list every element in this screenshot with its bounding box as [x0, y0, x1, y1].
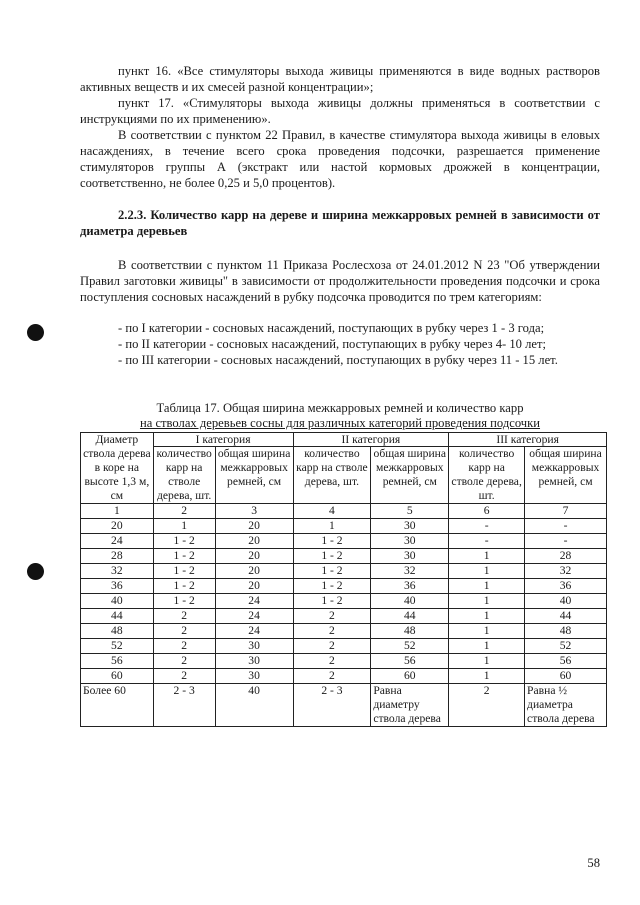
table-cell: 1 - 2 [153, 564, 215, 579]
table-cell: 1 [449, 549, 525, 564]
table-cell: 52 [371, 639, 449, 654]
table-cell: 20 [215, 564, 293, 579]
table-cell: 20 [215, 549, 293, 564]
column-number: 5 [371, 504, 449, 519]
table-cell: 1 [449, 654, 525, 669]
table-cell: 1 - 2 [153, 594, 215, 609]
table-cell: 32 [371, 564, 449, 579]
table-cell: 2 [153, 669, 215, 684]
table-cell: 2 [293, 624, 371, 639]
table-cell: 24 [215, 624, 293, 639]
table-cell: 1 [449, 564, 525, 579]
table-row [81, 654, 607, 669]
table-caption [80, 401, 600, 431]
table-cell: 1 [449, 579, 525, 594]
table-row [81, 579, 607, 594]
header-width-3: общая ширина межкарровых ремней, см [525, 447, 607, 504]
table-header-row-sub [81, 447, 607, 504]
table-cell: 40 [371, 594, 449, 609]
intro-paragraph-block [80, 257, 600, 305]
table-cell: 52 [525, 639, 607, 654]
data-table [80, 432, 607, 727]
table-header-row-groups [81, 433, 607, 447]
table-cell: 24 [81, 534, 154, 549]
table-cell: 1 [153, 519, 215, 534]
column-number: 4 [293, 504, 371, 519]
table-cell: 44 [371, 609, 449, 624]
table-cell: 2 [153, 609, 215, 624]
header-category-1: I категория [153, 433, 293, 447]
column-number: 6 [449, 504, 525, 519]
table-cell: 60 [81, 669, 154, 684]
table-cell: 20 [215, 519, 293, 534]
table-cell: 30 [215, 669, 293, 684]
table-cell: - [449, 534, 525, 549]
table-cell: 36 [525, 579, 607, 594]
table-cell: 30 [371, 549, 449, 564]
table-row [81, 594, 607, 609]
table-cell: 30 [215, 639, 293, 654]
table-row [81, 639, 607, 654]
table-cell: - [449, 519, 525, 534]
table-cell: 24 [215, 594, 293, 609]
table-cell: 1 [449, 639, 525, 654]
table-cell: 56 [371, 654, 449, 669]
table-cell: Равна ½ диаметра ствола дерева [525, 684, 607, 727]
table-cell: 2 [293, 639, 371, 654]
table-cell: 40 [215, 684, 293, 727]
table-cell: 1 [449, 594, 525, 609]
category-item-3: - по III категории - сосновых насаждений, поступающих в рубку через 11 - 15 лет. [118, 353, 558, 367]
table-cell: - [525, 534, 607, 549]
paragraph-item-16: пункт 16. «Все стимуляторы выхода живицы применяются в виде водных растворов активных веществ и их смесей разной концентрации»; [80, 64, 600, 94]
table-cell: 36 [371, 579, 449, 594]
paragraph-rule-22: В соответствии с пунктом 22 Правил, в качестве стимулятора выхода живицы в еловых насаждениях, в течение всего срока проведения подсочки, разрешается применение стимуляторов группы А (экстракт или настой кормовых дрожжей в концентрации, соответственно, не более 0,25 и 5,0 процентов). [80, 128, 600, 190]
table-cell: 52 [81, 639, 154, 654]
section-heading: 2.2.3. Количество карр на дереве и ширина межкарровых ремней в зависимости от диаметра деревьев [80, 208, 600, 238]
top-paragraphs [80, 63, 600, 191]
table-cell: 2 - 3 [153, 684, 215, 727]
table-cell: 2 [153, 624, 215, 639]
table-row [81, 669, 607, 684]
column-number-row [81, 504, 607, 519]
binder-hole-mark [27, 324, 44, 341]
header-diameter: Диаметр ствола дерева в коре на высоте 1,3 м, см [81, 433, 154, 504]
table-cell: 60 [525, 669, 607, 684]
table-cell: Равна диаметру ствола дерева [371, 684, 449, 727]
table-caption-line1: Таблица 17. Общая ширина межкарровых ремней и количество карр [156, 401, 524, 415]
table-cell: Более 60 [81, 684, 154, 727]
table-cell: 1 - 2 [153, 579, 215, 594]
table-cell: 60 [371, 669, 449, 684]
header-width-2: общая ширина межкарровых ремней, см [371, 447, 449, 504]
table-cell: 30 [371, 519, 449, 534]
table-cell: 48 [525, 624, 607, 639]
table-row [81, 609, 607, 624]
table-row [81, 534, 607, 549]
page-number: 58 [587, 856, 600, 870]
column-number: 3 [215, 504, 293, 519]
table-cell: 1 - 2 [153, 549, 215, 564]
table-cell: 28 [81, 549, 154, 564]
table-cell: 2 [293, 654, 371, 669]
table-cell: 36 [81, 579, 154, 594]
table-cell: 2 [153, 639, 215, 654]
table-cell: 2 [449, 684, 525, 727]
table-row [81, 549, 607, 564]
paragraph-item-17: пункт 17. «Стимуляторы выхода живицы должны применяться в соответствии с инструкциями по их применению». [80, 96, 600, 126]
table-caption-line2: на стволах деревьев сосны для различных категорий проведения подсочки [139, 416, 541, 430]
table-cell: 20 [215, 534, 293, 549]
header-width-1: общая ширина межкарровых ремней, см [215, 447, 293, 504]
table-cell: 28 [525, 549, 607, 564]
categories-list [80, 320, 600, 368]
table-cell: 1 - 2 [153, 534, 215, 549]
table-cell: 20 [215, 579, 293, 594]
header-category-3: III категория [449, 433, 607, 447]
category-item-1: - по I категории - сосновых насаждений, поступающих в рубку через 1 - 3 года; [118, 321, 545, 335]
table-cell: 24 [215, 609, 293, 624]
table-cell: 1 [449, 669, 525, 684]
table-cell: 1 [293, 519, 371, 534]
table-cell: 2 [293, 609, 371, 624]
table-cell: 2 [153, 654, 215, 669]
table-cell: - [525, 519, 607, 534]
header-count-3: количество карр на стволе дерева, шт. [449, 447, 525, 504]
table-cell: 56 [525, 654, 607, 669]
table-cell: 44 [81, 609, 154, 624]
table-cell: 32 [525, 564, 607, 579]
table-body [81, 519, 607, 684]
table-row-last [81, 684, 607, 727]
header-count-2: количество карр на стволе дерева, шт. [293, 447, 371, 504]
column-number: 2 [153, 504, 215, 519]
table-cell: 2 - 3 [293, 684, 371, 727]
column-number: 1 [81, 504, 154, 519]
table-cell: 30 [371, 534, 449, 549]
table-cell: 30 [215, 654, 293, 669]
table-cell: 40 [525, 594, 607, 609]
table-cell: 32 [81, 564, 154, 579]
binder-hole-mark [27, 563, 44, 580]
table-cell: 56 [81, 654, 154, 669]
table-cell: 48 [371, 624, 449, 639]
table-cell: 20 [81, 519, 154, 534]
table-cell: 48 [81, 624, 154, 639]
table-cell: 1 - 2 [293, 594, 371, 609]
header-category-2: II категория [293, 433, 449, 447]
table-row [81, 564, 607, 579]
table-cell: 1 [449, 624, 525, 639]
table-cell: 1 - 2 [293, 534, 371, 549]
column-number: 7 [525, 504, 607, 519]
table-cell: 44 [525, 609, 607, 624]
category-item-2: - по II категории - сосновых насаждений, поступающих в рубку через 4- 10 лет; [118, 337, 547, 351]
table-cell: 1 - 2 [293, 579, 371, 594]
table-row [81, 624, 607, 639]
table-cell: 1 - 2 [293, 549, 371, 564]
table-cell: 1 [449, 609, 525, 624]
table-cell: 1 - 2 [293, 564, 371, 579]
intro-paragraph: В соответствии с пунктом 11 Приказа Рослесхоза от 24.01.2012 N 23 "Об утверждении Правил заготовки живицы" в зависимости от продолжительности проведения подсочки и срока поступления сосновых насаждений в рубку подсочка проводится по трем категориям: [80, 258, 600, 304]
table-cell: 40 [81, 594, 154, 609]
table-cell: 2 [293, 669, 371, 684]
header-count-1: количество карр на стволе дерева, шт. [153, 447, 215, 504]
table-row [81, 519, 607, 534]
